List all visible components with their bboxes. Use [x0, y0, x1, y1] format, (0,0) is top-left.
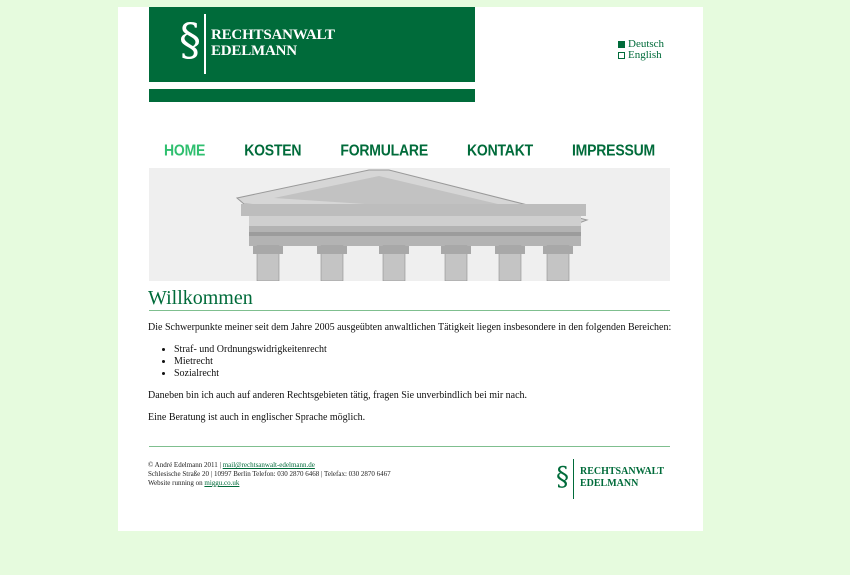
list-item: • Mietrecht	[174, 356, 673, 368]
footer-logo	[556, 457, 676, 501]
logo-text	[211, 27, 335, 59]
language-switcher	[618, 39, 664, 61]
footer-logo-text	[580, 466, 664, 490]
focus-list	[148, 344, 673, 380]
language-label: Deutsch	[628, 38, 665, 50]
copyright-text: © André Edelmann 2011 |	[148, 461, 221, 469]
header-banner-image	[149, 168, 670, 281]
nav-home[interactable]: HOME	[164, 141, 206, 159]
header-logo[interactable]	[149, 7, 475, 82]
nav-kontakt[interactable]: KONTAKT	[466, 141, 533, 159]
footer-logo-divider	[573, 459, 574, 499]
paragraph-sign-icon: §	[179, 15, 201, 66]
temple-image	[149, 168, 670, 281]
paragraph-sign-icon: §	[556, 462, 569, 492]
checkbox-checked-icon	[618, 41, 625, 48]
footer-logo-line2: EDELMANN	[580, 478, 639, 489]
page-container	[118, 7, 703, 531]
address-text: Schlesische Straße 20 | 10997 Berlin Telefon: 030 2870 6468 | Telefax: 030 2870 6467	[148, 470, 391, 478]
language-label: English	[628, 49, 662, 61]
logo-divider	[204, 14, 206, 74]
nav-formulare[interactable]: FORMULARE	[340, 141, 428, 159]
main-nav	[149, 142, 670, 162]
paragraph-english: Eine Beratung ist auch in englischer Sprache möglich.	[148, 412, 366, 423]
footer-line3	[148, 479, 468, 488]
footer-divider	[149, 446, 670, 447]
logo-stripe	[149, 89, 475, 102]
logo-line1: RECHTSANWALT	[211, 27, 335, 43]
list-item: • Straf- und Ordnungswidrigkeitenrecht	[174, 344, 673, 356]
footer-logo-line1: RECHTSANWALT	[580, 466, 665, 477]
footer-line1	[148, 461, 468, 470]
title-divider	[149, 310, 670, 311]
miggu-link[interactable]: miggu.co.uk	[204, 479, 240, 487]
checkbox-empty-icon	[618, 52, 625, 59]
page-title: Willkommen	[148, 287, 253, 309]
nav-kosten[interactable]: KOSTEN	[244, 141, 302, 159]
main-content	[148, 322, 673, 434]
nav-impressum[interactable]: IMPRESSUM	[571, 141, 655, 159]
list-item: • Sozialrecht	[174, 368, 673, 380]
paragraph-other-areas: Daneben bin ich auch auf anderen Rechtsgebieten tätig, fragen Sie unverbindlich bei mir nach.	[148, 390, 528, 401]
language-english[interactable]	[618, 50, 664, 61]
footer	[148, 461, 468, 488]
logo-line2: EDELMANN	[211, 43, 297, 59]
running-text: Website running on	[148, 479, 203, 487]
intro-text: Die Schwerpunkte meiner seit dem Jahre 2005 ausgeübten anwaltlichen Tätigkeit liegen insbesondere in den folgenden Bereichen:	[148, 322, 672, 333]
email-link[interactable]: mail@rechtsanwalt-edelmann.de	[222, 461, 315, 469]
